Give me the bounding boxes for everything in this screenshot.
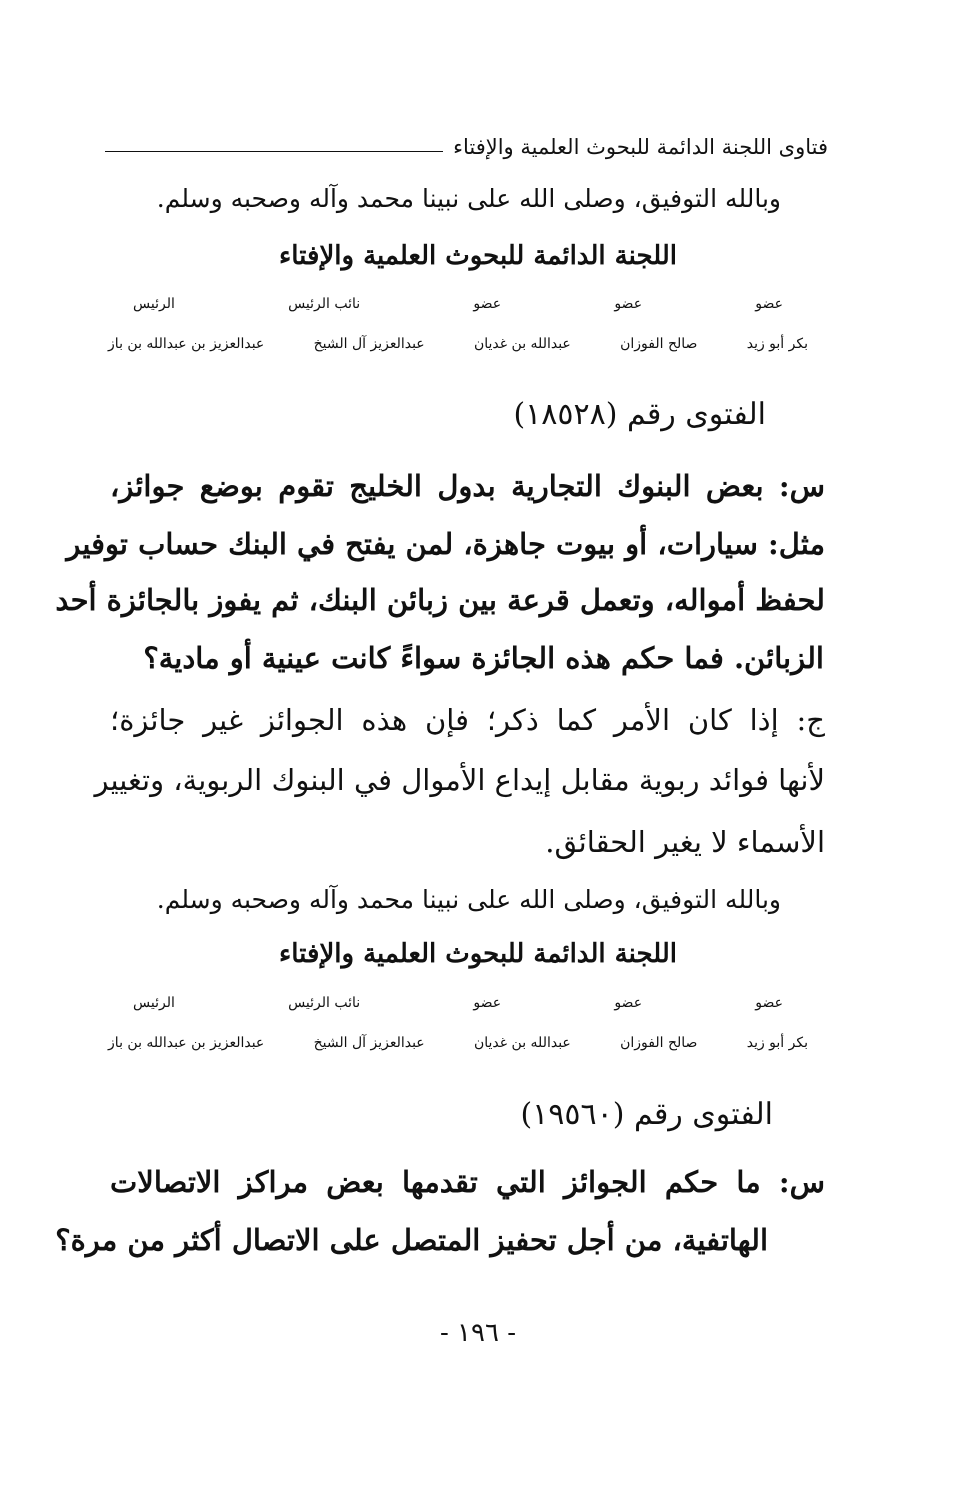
- answer-line: لأنها فوائد ربوية مقابل إيداع الأموال في البنوك الربوية، وتغيير: [94, 763, 825, 797]
- question-line: لحفظ أمواله، وتعمل قرعة بين زبائن البنك، ثم يفوز بالجائزة أحد: [55, 583, 825, 617]
- signatory-name: عبدالعزيز بن عبدالله بن باز: [108, 336, 265, 352]
- question-line: س: ما حكم الجوائز التي تقدمها بعض مراكز الاتصالات: [110, 1165, 825, 1199]
- signatory-name: عبدالله بن غديان: [473, 1035, 571, 1051]
- signatory-role: الرئيس: [133, 296, 175, 312]
- signatory-names: [108, 1033, 808, 1053]
- question-line: مثل: سيارات، أو بيوت جاهزة، لمن يفتح في البنك حساب توفير: [66, 527, 825, 561]
- signatory-name: بكر أبو زيد: [746, 1035, 808, 1051]
- signatory-roles: [108, 294, 808, 314]
- signatory-role: عضو: [755, 296, 783, 312]
- signatory-name: بكر أبو زيد: [746, 336, 808, 352]
- signatory-role: نائب الرئيس: [288, 296, 361, 312]
- fatwa-number: الفتوى رقم (١٨٥٢٨): [513, 397, 766, 432]
- signatory-role: عضو: [473, 296, 502, 312]
- committee-name: اللجنة الدائمة للبحوث العلمية والإفتاء: [279, 241, 677, 271]
- answer-line: ج: إذا كان الأمر كما ذكر؛ فإن هذه الجوائز غير جائزة؛: [110, 703, 825, 737]
- signatory-role: عضو: [614, 995, 643, 1011]
- question-line: الزبائن. فما حكم هذه الجائزة سواءً كانت عينية أو مادية؟: [143, 641, 824, 675]
- header-rule: [105, 151, 443, 152]
- running-header-title: فتاوى اللجنة الدائمة للبحوث العلمية والإفتاء: [453, 135, 828, 159]
- signatory-role: عضو: [614, 296, 643, 312]
- question-line: س: بعض البنوك التجارية بدول الخليج تقوم بوضع جوائز،: [110, 469, 825, 503]
- signatory-name: صالح الفوزان: [620, 1035, 698, 1051]
- signatory-name: عبدالعزيز آل الشيخ: [313, 336, 425, 352]
- running-header: [105, 118, 828, 158]
- fatwa-number: الفتوى رقم (١٩٥٦٠): [520, 1097, 773, 1132]
- question-line: الهاتفية، من أجل تحفيز المتصل على الاتصال أكثر من مرة؟: [55, 1223, 768, 1257]
- signatory-roles: [108, 993, 808, 1013]
- signatory-names: [108, 334, 808, 354]
- signatory-name: عبدالعزيز بن عبدالله بن باز: [108, 1035, 265, 1051]
- answer-line: الأسماء لا يغير الحقائق.: [545, 825, 825, 859]
- signatory-role: الرئيس: [133, 995, 175, 1011]
- signatory-role: عضو: [473, 995, 502, 1011]
- closing-formula: وبالله التوفيق، وصلى الله على نبينا محمد وآله وصحبه وسلم.: [156, 184, 781, 213]
- closing-formula: وبالله التوفيق، وصلى الله على نبينا محمد وآله وصحبه وسلم.: [156, 885, 781, 914]
- committee-name: اللجنة الدائمة للبحوث العلمية والإفتاء: [279, 939, 677, 969]
- signatory-role: نائب الرئيس: [288, 995, 361, 1011]
- signatory-role: عضو: [755, 995, 783, 1011]
- signatory-name: عبدالعزيز آل الشيخ: [313, 1035, 425, 1051]
- signatory-name: صالح الفوزان: [620, 336, 698, 352]
- page-number: - ١٩٦ -: [439, 1318, 517, 1348]
- signatory-name: عبدالله بن غديان: [473, 336, 571, 352]
